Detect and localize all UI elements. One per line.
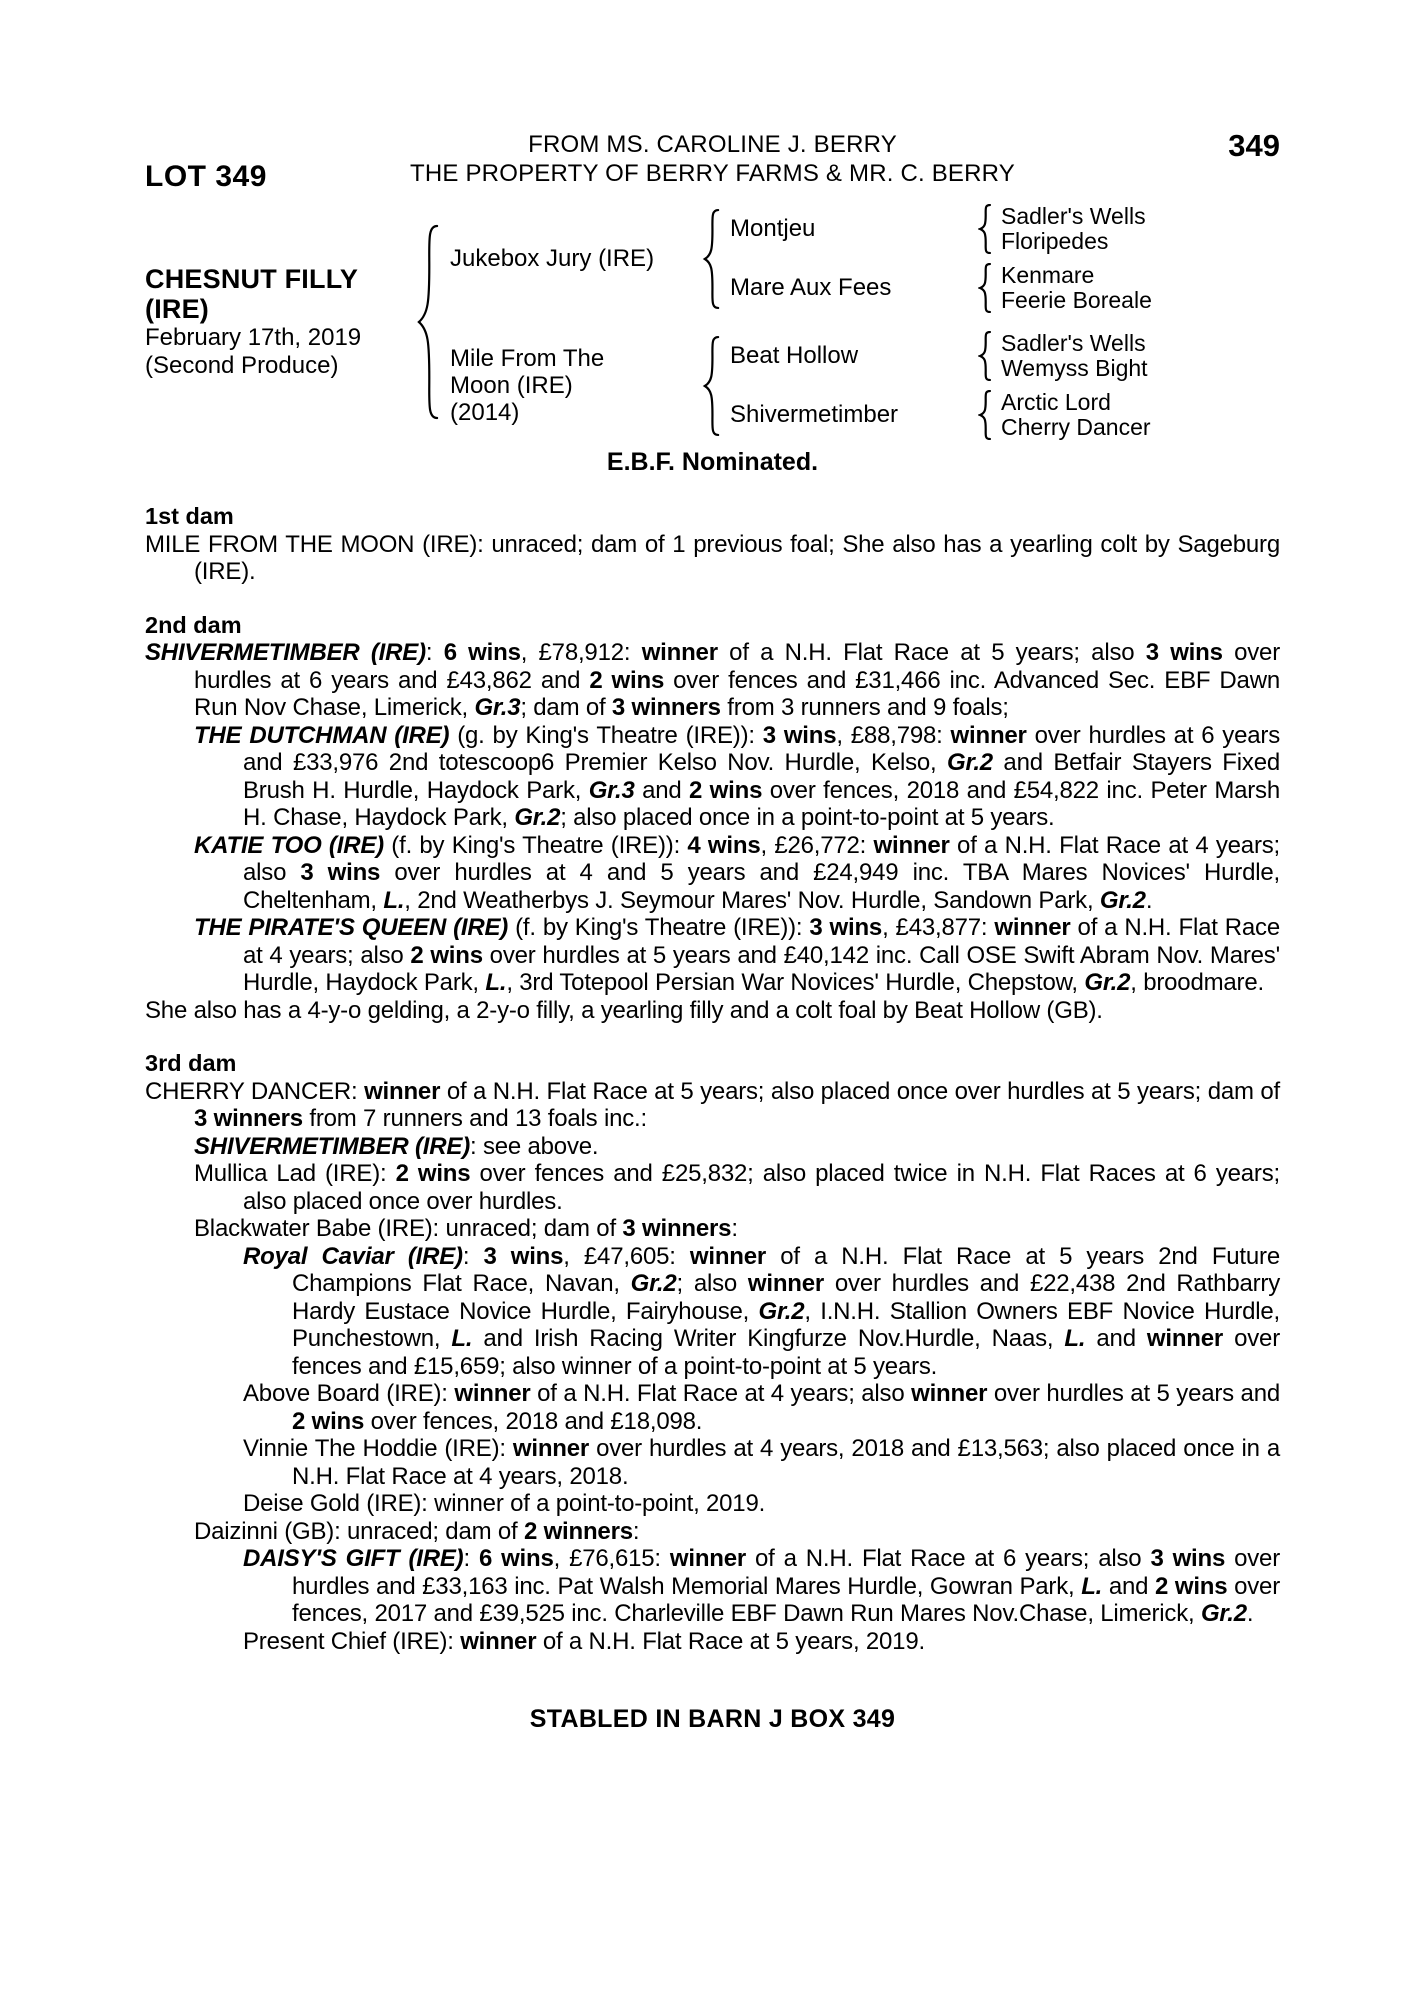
catalogue-paragraph: CHERRY DANCER: winner of a N.H. Flat Race at 5 years; also placed once over hurdles at 5 years; dam of 3 winners from 7 runners and 13 foals inc.: (145, 1077, 1281, 1132)
dam-row (450, 331, 1152, 440)
catalogue-paragraph: THE PIRATE'S QUEEN (IRE) (f. by King's Theatre (IRE)): 3 wins, £43,877: winner of a N.H. Flat Race at 4 years; also 2 wins over hurdles at 5 years and £40,142 inc. Call OSE Swift Abram Nov. Mares' Hurdle, Haydock Park, L., 3rd Totepool Persian War Novices' Hurdle, Chepstow, Gr.2, broodmare. (194, 914, 1280, 996)
pedigree-brace-icon (415, 222, 441, 422)
pedigree-brace-icon (702, 335, 721, 437)
page-number: 349 (1228, 128, 1280, 163)
catalogue-paragraph: Vinnie The Hoddie (IRE): winner over hurdles at 4 years, 2018 and £13,563; also placed once in a N.H. Flat Race at 4 years, 2018. (243, 1435, 1280, 1490)
pedigree-brace-icon (978, 390, 992, 440)
stabled-note: STABLED IN BARN J BOX 349 (529, 1705, 896, 1733)
subject-produce-note: (Second Produce) (145, 352, 339, 379)
catalogue-paragraph: Deise Gold (IRE): winner of a point-to-point, 2019. (243, 1490, 766, 1517)
subject-block (145, 264, 413, 380)
catalogue-paragraph: SHIVERMETIMBER (IRE): see above. (194, 1132, 599, 1160)
dam-name-line1: Mile From The (450, 345, 605, 372)
catalogue-paragraph: Present Chief (IRE): winner of a N.H. Flat Race at 5 years, 2019. (243, 1627, 925, 1655)
consignor-block (145, 130, 1280, 188)
catalogue-paragraph: She also has a 4-y-o gelding, a 2-y-o filly, a yearling filly and a colt foal by Beat Hollow (GB). (145, 996, 1103, 1024)
sire-dam-sire-name: Kenmare (1001, 262, 1095, 288)
catalogue-paragraph: Royal Caviar (IRE): 3 wins, £47,605: winner of a N.H. Flat Race at 5 years 2nd Future Champions Flat Race, Navan, Gr.2; also winner over hurdles and £22,438 2nd Rathbarry Hardy Eustace Novice Hurdle, Fairyhouse, Gr.2, I.N.H. Stallion Owners EBF Novice Hurdle, Punchestown, L. and Irish Racing Writer Kingfurze Nov.Hurdle, Naas, L. and winner over fences and £15,659; also winner of a point-to-point at 5 years. (243, 1242, 1280, 1380)
dam-sire-row (730, 331, 1151, 381)
dam-dam-row (730, 390, 1151, 440)
sire-sire-row (730, 204, 1152, 254)
catalogue-paragraph: Daizinni (GB): unraced; dam of 2 winners: (194, 1517, 640, 1545)
sire-name: Jukebox Jury (IRE) (450, 245, 655, 272)
consignor-line-1: FROM MS. CAROLINE J. BERRY (528, 131, 897, 158)
dam-dam-sire-name: Arctic Lord (1001, 389, 1111, 415)
dam-section-heading: 1st dam (145, 503, 234, 529)
page-content (145, 0, 1280, 1734)
consignor-line-2: THE PROPERTY OF BERRY FARMS & MR. C. BERRY (410, 160, 1015, 187)
catalogue-paragraph: MILE FROM THE MOON (IRE): unraced; dam of 1 previous foal; She also has a yearling colt by Sageburg (IRE). (145, 530, 1280, 585)
dam-section-heading: 2nd dam (145, 611, 242, 638)
dam-sire-dam-name: Wemyss Bight (1001, 355, 1148, 381)
sire-sire-name: Montjeu (730, 215, 816, 242)
pedigree-brace-icon (978, 263, 992, 313)
sire-sire-sire-name: Sadler's Wells (1001, 203, 1146, 229)
dam-name-line2: Moon (IRE) (450, 372, 573, 399)
ebf-note: E.B.F. Nominated. (606, 448, 819, 476)
dam-sire-parents (1001, 331, 1148, 381)
catalogue-body (145, 503, 1280, 1655)
subject-name-line1: CHESNUT FILLY (145, 264, 359, 294)
pedigree-brace-icon (978, 331, 992, 381)
sire-grandparents (730, 204, 1152, 313)
page-header (145, 130, 1280, 192)
dam-dam-name: Shivermetimber (730, 401, 899, 428)
sire-sire-dam-name: Floripedes (1001, 228, 1109, 254)
pedigree-brace-icon (978, 204, 992, 254)
dam-dam-dam-name: Cherry Dancer (1001, 414, 1151, 440)
sire-dam-name: Mare Aux Fees (730, 274, 892, 301)
subject-name-line2: (IRE) (145, 294, 209, 324)
subject-foaling-date: February 17th, 2019 (145, 324, 362, 351)
dam-section-heading: 3rd dam (145, 1050, 237, 1076)
dam-grandparents (730, 331, 1151, 440)
dam-name-line3: (2014) (450, 399, 520, 426)
catalogue-paragraph: KATIE TOO (IRE) (f. by King's Theatre (IRE)): 4 wins, £26,772: winner of a N.H. Flat Race at 4 years; also 3 wins over hurdles at 4 and 5 years and £24,949 inc. TBA Mares Novices' Hurdle, Cheltenham, L., 2nd Weatherbys J. Seymour Mares' Nov. Hurdle, Sandown Park, Gr.2. (194, 831, 1280, 914)
catalogue-paragraph: THE DUTCHMAN (IRE) (g. by King's Theatre (IRE)): 3 wins, £88,798: winner over hurdles at 6 years and £33,976 2nd totescoop6 Premier Kelso Nov. Hurdle, Kelso, Gr.2 and Betfair Stayers Fixed Brush H. Hurdle, Haydock Park, Gr.3 and 2 wins over fences, 2018 and £54,822 inc. Peter Marsh H. Chase, Haydock Park, Gr.2; also placed once in a point-to-point at 5 years. (194, 721, 1280, 831)
catalogue-paragraph: Blackwater Babe (IRE): unraced; dam of 3 winners: (194, 1215, 738, 1242)
catalogue-paragraph: Above Board (IRE): winner of a N.H. Flat Race at 4 years; also winner over hurdles at 5 years and 2 wins over fences, 2018 and £18,098. (243, 1380, 1280, 1435)
pedigree-table (145, 204, 1280, 440)
parents-column (450, 204, 1152, 440)
pedigree-brace-icon (702, 208, 721, 310)
dam-sire-name: Beat Hollow (730, 342, 859, 369)
dam-dam-parents (1001, 390, 1151, 440)
dam-name (450, 345, 700, 426)
catalogue-paragraph: DAISY'S GIFT (IRE): 6 wins, £76,615: winner of a N.H. Flat Race at 6 years; also 3 wins over hurdles and £33,163 inc. Pat Walsh Memorial Mares Hurdle, Gowran Park, L. and 2 wins over fences, 2017 and £39,525 inc. Charleville EBF Dawn Run Mares Nov.Chase, Limerick, Gr.2. (243, 1545, 1280, 1627)
catalogue-paragraph: SHIVERMETIMBER (IRE): 6 wins, £78,912: winner of a N.H. Flat Race at 5 years; also 3 wins over hurdles at 6 years and £43,862 and 2 wins over fences and £31,466 inc. Advanced Sec. EBF Dawn Run Nov Chase, Limerick, Gr.3; dam of 3 winners from 3 runners and 9 foals; (145, 639, 1280, 721)
sire-sire-parents (1001, 204, 1146, 254)
sire-dam-parents (1001, 263, 1152, 313)
sire-dam-dam-name: Feerie Boreale (1001, 287, 1152, 313)
lot-label: LOT 349 (145, 160, 267, 193)
sire-dam-row (730, 263, 1152, 313)
catalogue-paragraph: Mullica Lad (IRE): 2 wins over fences and £25,832; also placed twice in N.H. Flat Races at 6 years; also placed once over hurdles. (194, 1160, 1280, 1215)
sire-row (450, 204, 1152, 313)
dam-sire-sire-name: Sadler's Wells (1001, 330, 1146, 356)
